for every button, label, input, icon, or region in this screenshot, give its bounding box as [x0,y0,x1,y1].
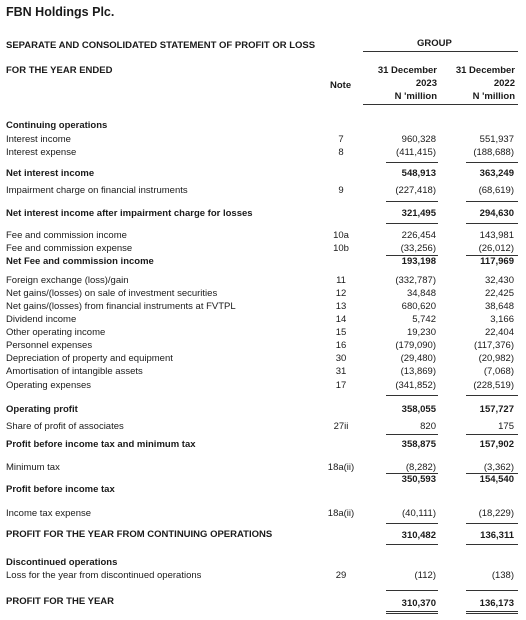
row-value-2023: 680,620 [401,301,436,312]
row-value-2022: 136,311 [480,530,514,541]
row-value-2023: (112) [414,570,436,581]
rule [466,523,518,524]
row-value-2023: (179,090) [395,340,436,351]
row-value-2023: (33,256) [400,243,436,254]
row-label: Profit before income tax [6,484,115,495]
row-label: Fee and commission expense [6,243,133,254]
header-rule [363,104,518,105]
row-label: PROFIT FOR THE YEAR FROM CONTINUING OPERATIONS [6,529,273,540]
row-label: Discontinued operations [6,557,118,568]
row-note: 11 [336,275,346,286]
col1-line2: 2023 [415,78,437,89]
row-value-2023: (40,111) [402,508,436,519]
row-value-2023: 310,482 [401,530,436,541]
row-value-2022: (188,688) [473,147,514,158]
row-value-2023: (227,418) [395,185,436,196]
row-label: Profit before income tax and minimum tax [6,439,196,450]
rule [386,223,438,224]
row-value-2022: 363,249 [479,168,514,179]
row-value-2022: 154,540 [479,474,514,485]
row-label: Fee and commission income [6,230,127,241]
row-value-2022: (18,229) [478,508,514,519]
row-note: 10a [333,230,349,241]
row-label: Dividend income [6,314,77,325]
row-value-2022: 22,425 [484,288,514,299]
col2-line2: 2022 [493,78,515,89]
row-label: Share of profit of associates [6,421,124,432]
group-label: GROUP [417,38,452,49]
row-label: Operating expenses [6,380,92,391]
row-value-2022: 136,173 [479,598,514,609]
row-value-2022: 294,630 [479,208,514,219]
row-value-2023: 548,913 [401,168,436,179]
row-value-2022: 157,902 [479,439,514,450]
row-label: Impairment charge on financial instruments [6,185,188,196]
row-value-2022: 3,166 [490,314,514,325]
row-label: Minimum tax [6,462,60,473]
row-value-2022: 143,981 [479,230,514,241]
rule [466,434,518,435]
row-value-2022: 32,430 [484,275,514,286]
column-header-2022 [434,64,515,103]
row-value-2022: (3,362) [483,462,514,473]
row-note: 13 [335,301,347,312]
row-note: 18a(ii) [327,462,355,473]
row-label: Income tax expense [6,508,92,519]
row-value-2023: 19,230 [406,327,436,338]
rule [466,544,518,545]
rule [386,162,438,163]
row-value-2022: (228,519) [473,380,514,391]
rule [466,613,518,614]
row-value-2023: 960,328 [401,134,436,145]
row-value-2023: 350,593 [401,474,436,485]
rule [386,434,438,435]
row-label: Other operating income [6,327,106,338]
row-note: 7 [338,134,344,145]
row-label: Net interest income after impairment charge for losses [6,208,253,219]
row-label: Interest income [6,134,71,145]
rule [386,395,438,396]
row-note: 10b [333,243,349,254]
rule [466,395,518,396]
row-value-2022: 22,404 [484,327,514,338]
row-value-2023: (332,787) [395,275,436,286]
row-value-2022: (26,012) [478,243,514,254]
row-note: 15 [335,327,347,338]
rule [466,611,518,612]
row-value-2022: 175 [498,421,514,432]
row-value-2023: 321,495 [401,208,436,219]
row-value-2023: (411,415) [396,147,436,158]
row-note: 14 [335,314,347,325]
row-label: Net interest income [6,168,95,179]
row-value-2023: (8,282) [405,462,436,473]
rule [386,544,438,545]
row-label: Depreciation of property and equipment [6,353,173,364]
row-note: 27ii [333,421,349,432]
row-value-2023: 358,055 [401,404,436,415]
row-value-2023: (13,869) [400,366,436,377]
row-note: 29 [335,570,347,581]
row-value-2022: (138) [491,570,514,581]
row-label: Net gains/(losses) from financial instruments at FVTPL [6,301,236,312]
row-value-2023: 34,848 [406,288,436,299]
row-value-2022: (68,619) [478,185,514,196]
row-label: Continuing operations [6,120,108,131]
rule [466,590,518,591]
row-value-2022: 117,969 [480,256,514,267]
row-value-2022: 551,937 [479,134,514,145]
rule [386,613,438,614]
rule [466,201,518,202]
row-label: PROFIT FOR THE YEAR [6,596,115,607]
col1-line3: N 'million [394,91,437,102]
company-name: FBN Holdings Plc. [6,5,115,19]
col1-line1: 31 December [377,65,437,76]
row-value-2022: 157,727 [479,404,514,415]
row-label: Loss for the year from discontinued operations [6,570,202,581]
row-note: 12 [335,288,347,299]
row-label: Foreign exchange (loss)/gain [6,275,129,286]
statement-title: SEPARATE AND CONSOLIDATED STATEMENT OF PROFIT OR LOSS [6,40,316,51]
row-label: Amortisation of intangible assets [6,366,143,377]
column-header-2023 [356,64,437,103]
row-note: 31 [335,366,347,377]
rule [386,201,438,202]
rule [386,523,438,524]
row-label: Net Fee and commission income [6,256,154,267]
rule [466,223,518,224]
row-label: Operating profit [6,404,78,415]
col2-line3: N 'million [472,91,515,102]
row-note: 8 [338,147,344,158]
row-value-2023: 820 [420,421,436,432]
row-value-2023: (29,480) [400,353,436,364]
row-value-2023: 310,370 [401,598,436,609]
row-value-2023: 226,454 [401,230,436,241]
row-note: 9 [338,185,344,196]
row-value-2023: (341,852) [395,380,436,391]
row-value-2023: 358,875 [401,439,436,450]
period-label: FOR THE YEAR ENDED [6,65,113,76]
row-value-2022: (7,068) [483,366,514,377]
row-label: Net gains/(losses) on sale of investment securities [6,288,218,299]
note-header: Note [330,80,352,91]
rule [386,590,438,591]
row-value-2022: 38,648 [484,301,514,312]
row-value-2023: 193,198 [401,256,436,267]
rule [466,162,518,163]
row-label: Personnel expenses [6,340,93,351]
group-underline [363,51,518,52]
row-label: Interest expense [6,147,77,158]
col2-line1: 31 December [455,65,515,76]
row-note: 17 [335,380,347,391]
row-value-2022: (20,982) [478,353,514,364]
row-value-2022: (117,376) [474,340,514,351]
row-note: 18a(ii) [327,508,355,519]
row-note: 16 [335,340,347,351]
rule [386,611,438,612]
row-note: 30 [335,353,347,364]
row-value-2023: 5,742 [412,314,436,325]
